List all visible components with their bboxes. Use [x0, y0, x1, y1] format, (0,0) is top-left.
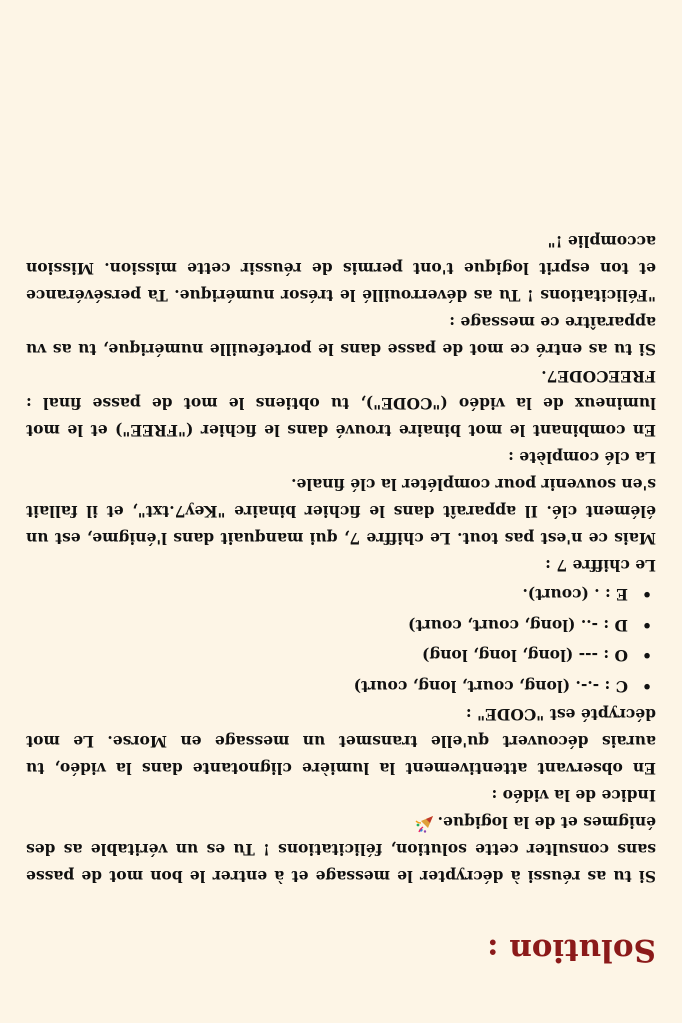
list-item	[26, 671, 652, 702]
list-item	[26, 579, 652, 610]
morse-code: : --- (long, long, long)	[422, 646, 615, 666]
list-item	[26, 610, 652, 641]
list-item	[26, 640, 652, 671]
bullet-icon: •	[642, 616, 652, 635]
final-text: Si tu as entré ce mot de passe dans le portefeuille numérique, tu as vu apparaître ce message :	[26, 313, 656, 359]
video-hint-heading: Indice de la vidéo :	[491, 786, 656, 805]
bullet-icon: •	[642, 646, 652, 666]
morse-letter: D	[614, 616, 628, 635]
morse-code: : -.. (long, court, court)	[408, 616, 615, 635]
chiffre-text: Mais ce n'est pas tout. Le chiffre 7, qui manquait dans l'énigme, est un élément clé. Il apparaît dans le fichier binaire "Key7.txt", et il fallait s'en souvenir pour compléter la clé finale.	[26, 475, 656, 548]
bullet-icon: •	[642, 677, 652, 696]
key-heading: La clé complète :	[508, 448, 656, 467]
chiffre-heading: Le chiffre 7 :	[545, 556, 656, 575]
video-hint-text: En observant attentivement la lumière clignotante dans la vidéo, tu aurais découvert qu'elle transmet un message en Morse. Le mot décrypté est "CODE" :	[26, 705, 656, 778]
morse-letter: O	[614, 646, 628, 666]
intro-text: Si tu as réussi à décrypter le message et à entrer le bon mot de passe sans consulter cette solution, félicitations ! Tu es un véritable as des énigmes et de la logique.	[26, 813, 656, 886]
morse-list	[26, 579, 656, 701]
key-text: En combinant le mot binaire trouvé dans le fichier ("FREE") et le mot lumineux de la vidéo ("CODE"), tu obtiens le mot de passe final : FREECODE7.	[26, 367, 656, 440]
bullet-icon: •	[642, 585, 652, 605]
morse-code: : -.-. (long, court, long, court)	[353, 677, 616, 696]
congrats-text: "Félicitations ! Tu as déverrouillé le trésor numérique. Ta persévérance et ton esprit logique t'ont permis de réussir cette mission. Mission accomplie !"	[26, 232, 656, 305]
intro-paragraph	[26, 809, 656, 890]
morse-code: : . (court).	[522, 585, 617, 605]
page-title: Solution :	[487, 932, 656, 968]
morse-letter: C	[615, 677, 628, 696]
party-popper-icon	[415, 814, 435, 834]
morse-letter: E	[616, 585, 628, 605]
